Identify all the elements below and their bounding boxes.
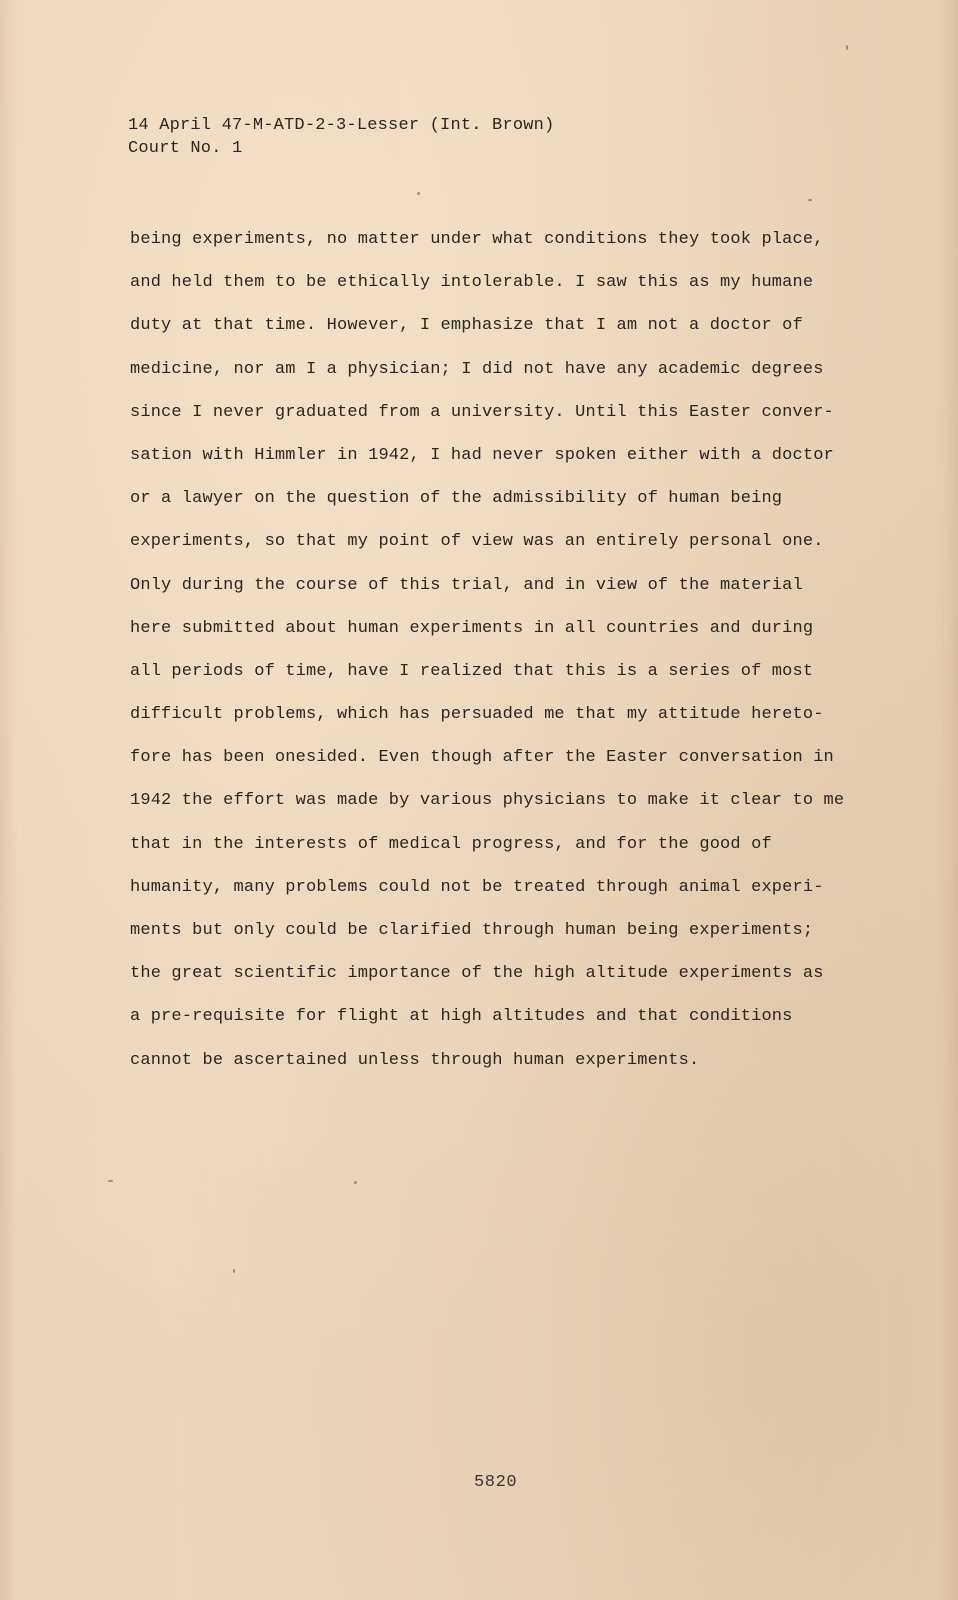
- body-line: sation with Himmler in 1942, I had never spoken either with a doctor: [130, 445, 834, 465]
- body-line: and held them to be ethically intolerable. I saw this as my humane: [130, 273, 814, 293]
- body-line: here submitted about human experiments in all countries and during: [130, 618, 814, 638]
- body-line: that in the interests of medical progress, and for the good of: [130, 834, 772, 854]
- body-line: difficult problems, which has persuaded me that my attitude hereto-: [130, 705, 824, 725]
- paper-speck: [233, 1269, 235, 1273]
- body-line: duty at that time. However, I emphasize that I am not a doctor of: [130, 316, 803, 336]
- body-line: experiments, so that my point of view was an entirely personal one.: [130, 532, 824, 552]
- paper-speck: [354, 1181, 357, 1184]
- testimony-body: [130, 218, 850, 1082]
- body-line: 1942 the effort was made by various physicians to make it clear to me: [130, 791, 845, 811]
- body-line: being experiments, no matter under what conditions they took place,: [130, 230, 824, 249]
- body-line: fore has been onesided. Even though after the Easter conversation in: [130, 748, 834, 768]
- paper-speck: [108, 1180, 113, 1182]
- body-line: ments but only could be clarified through human being experiments;: [130, 921, 814, 940]
- paper-speck: [808, 199, 812, 201]
- document-header: [128, 114, 554, 160]
- body-line: medicine, nor am I a physician; I did not have any academic degrees: [130, 359, 824, 379]
- body-line: Only during the course of this trial, and in view of the material: [130, 575, 803, 595]
- paper-speck: [846, 45, 848, 50]
- body-line: cannot be ascertained unless through human experiments.: [130, 1050, 700, 1070]
- header-court-line: Court No. 1: [128, 139, 243, 158]
- body-line: humanity, many problems could not be treated through animal experi-: [130, 877, 824, 897]
- header-reference-line: 14 April 47-M-ATD-2-3-Lesser (Int. Brown): [128, 116, 555, 135]
- body-line: the great scientific importance of the high altitude experiments as: [130, 964, 824, 984]
- body-line: since I never graduated from a university. Until this Easter conver-: [130, 402, 834, 422]
- body-line: a pre-requisite for flight at high altitudes and that conditions: [130, 1007, 793, 1027]
- body-line: all periods of time, have I realized that this is a series of most: [130, 661, 814, 681]
- paper-speck: [417, 192, 420, 195]
- body-line: or a lawyer on the question of the admissibility of human being: [130, 489, 783, 509]
- page-number: 5820: [474, 1473, 518, 1492]
